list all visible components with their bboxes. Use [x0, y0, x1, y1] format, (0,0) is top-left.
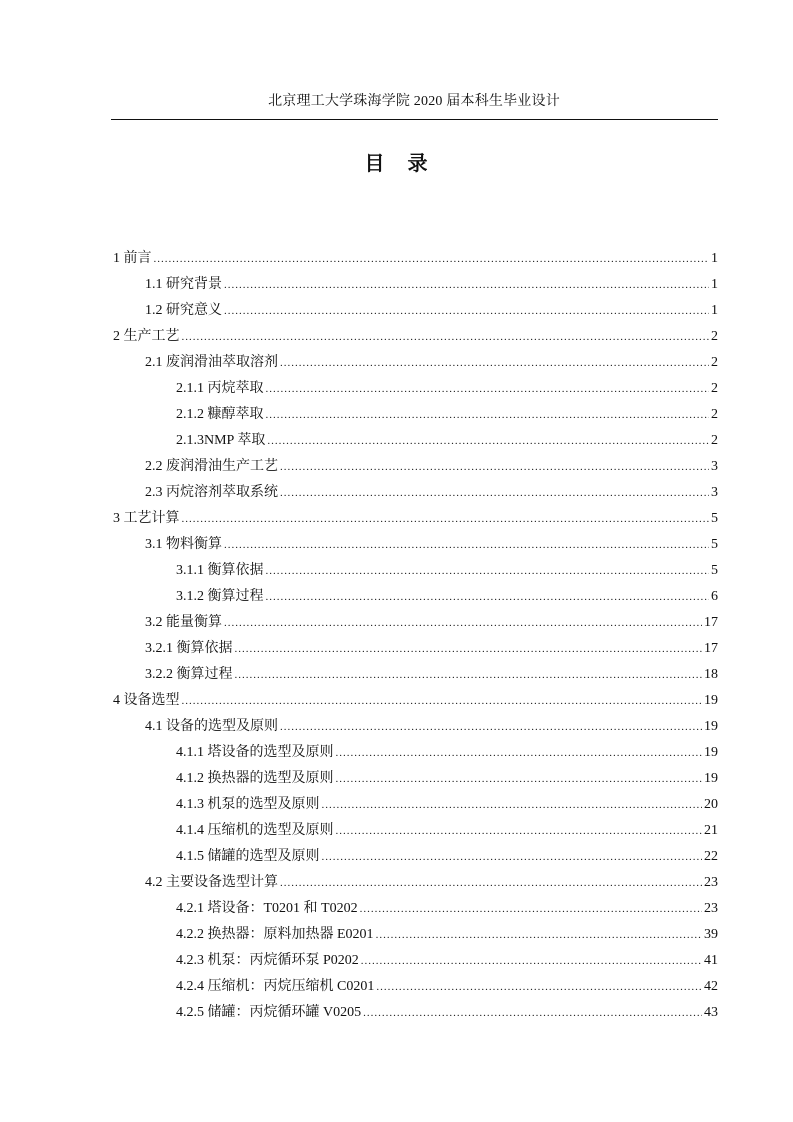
toc-entry[interactable]: [113, 974, 718, 1000]
toc-entry-label: 4.1.5 储罐的选型及原则: [176, 849, 320, 864]
toc-entry-page-number: 23: [704, 875, 718, 890]
toc-title-char-2: 录: [407, 153, 429, 175]
toc-entry-label: 3.1.2 衡算过程: [176, 589, 264, 604]
toc-dot-leader: [280, 714, 702, 740]
toc-dot-leader: [336, 818, 703, 844]
toc-dot-leader: [280, 870, 702, 896]
toc-entry-page-number: 39: [704, 927, 718, 942]
toc-entry[interactable]: [113, 246, 718, 272]
toc-entry[interactable]: [113, 896, 718, 922]
toc-entry[interactable]: [113, 922, 718, 948]
toc-entry-label: 4.2.5 储罐：丙烷循环罐 V0205: [176, 1005, 362, 1020]
toc-entry-label: 4.2.2 换热器：原料加热器 E0201: [176, 927, 374, 942]
toc-entry-page-number: 2: [711, 433, 718, 448]
toc-dot-leader: [224, 272, 709, 298]
toc-entry-label: 4.1 设备的选型及原则: [145, 719, 278, 734]
toc-entry[interactable]: [113, 480, 718, 506]
toc-entry-label: 3.2.2 衡算过程: [145, 667, 233, 682]
toc-entry[interactable]: [113, 402, 718, 428]
toc-entry-page-number: 2: [711, 407, 718, 422]
toc-dot-leader: [266, 558, 710, 584]
toc-entry-page-number: 21: [704, 823, 718, 838]
toc-entry[interactable]: [113, 688, 718, 714]
toc-dot-leader: [235, 636, 703, 662]
toc-entry-label: 4.1.4 压缩机的选型及原则: [176, 823, 334, 838]
toc-dot-leader: [235, 662, 703, 688]
toc-entry-page-number: 2: [711, 355, 718, 370]
toc-entry[interactable]: [113, 350, 718, 376]
toc-entry[interactable]: [113, 636, 718, 662]
toc-entry-label: 4.2.4 压缩机：丙烷压缩机 C0201: [176, 979, 375, 994]
toc-entry-label: 4 设备选型: [113, 693, 180, 708]
toc-dot-leader: [376, 922, 702, 948]
toc-entry-label: 2 生产工艺: [113, 329, 180, 344]
toc-entry-label: 1 前言: [113, 251, 152, 266]
toc-title-char-1: 目: [364, 153, 386, 175]
toc-entry-label: 3.2.1 衡算依据: [145, 641, 233, 656]
toc-dot-leader: [336, 740, 703, 766]
toc-entry[interactable]: [113, 428, 718, 454]
toc-entry-page-number: 5: [711, 537, 718, 552]
header-divider: [111, 119, 718, 120]
toc-entry-page-number: 17: [704, 615, 718, 630]
toc-entry-label: 3.2 能量衡算: [145, 615, 222, 630]
toc-entry-label: 3 工艺计算: [113, 511, 180, 526]
toc-entry-page-number: 20: [704, 797, 718, 812]
toc-dot-leader: [376, 974, 702, 1000]
toc-entry-label: 4.2.1 塔设备：T0201 和 T0202: [176, 901, 358, 916]
toc-entry[interactable]: [113, 1000, 718, 1026]
toc-entry-page-number: 5: [711, 511, 718, 526]
toc-entry-label: 3.1 物料衡算: [145, 537, 222, 552]
toc-entry-label: 4.1.1 塔设备的选型及原则: [176, 745, 334, 760]
toc-dot-leader: [336, 766, 703, 792]
toc-entry-page-number: 23: [704, 901, 718, 916]
toc-entry[interactable]: [113, 506, 718, 532]
toc-dot-leader: [280, 454, 709, 480]
toc-entry-page-number: 2: [711, 329, 718, 344]
toc-dot-leader: [280, 480, 709, 506]
toc-dot-leader: [322, 792, 703, 818]
toc-entry[interactable]: [113, 740, 718, 766]
toc-entry[interactable]: [113, 610, 718, 636]
toc-dot-leader: [266, 376, 710, 402]
toc-entry-page-number: 17: [704, 641, 718, 656]
toc-dot-leader: [224, 610, 702, 636]
toc-entry-label: 2.1 废润滑油萃取溶剂: [145, 355, 278, 370]
toc-entry-label: 2.1.2 糠醇萃取: [176, 407, 264, 422]
toc-dot-leader: [322, 844, 703, 870]
toc-entry-label: 4.2 主要设备选型计算: [145, 875, 278, 890]
toc-entry[interactable]: [113, 532, 718, 558]
table-of-contents: [113, 246, 718, 1026]
toc-dot-leader: [154, 246, 710, 272]
toc-dot-leader: [182, 324, 710, 350]
toc-entry[interactable]: [113, 584, 718, 610]
toc-entry[interactable]: [113, 662, 718, 688]
toc-entry[interactable]: [113, 558, 718, 584]
toc-entry-page-number: 1: [711, 277, 718, 292]
toc-title: [0, 151, 793, 177]
toc-entry[interactable]: [113, 376, 718, 402]
toc-entry[interactable]: [113, 844, 718, 870]
toc-dot-leader: [182, 506, 710, 532]
toc-dot-leader: [224, 298, 709, 324]
toc-entry[interactable]: [113, 792, 718, 818]
toc-entry-page-number: 1: [711, 251, 718, 266]
toc-entry-label: 3.1.1 衡算依据: [176, 563, 264, 578]
toc-entry-page-number: 2: [711, 381, 718, 396]
toc-dot-leader: [266, 584, 710, 610]
toc-dot-leader: [361, 948, 702, 974]
toc-entry-page-number: 22: [704, 849, 718, 864]
toc-entry[interactable]: [113, 948, 718, 974]
toc-dot-leader: [267, 428, 709, 454]
toc-dot-leader: [266, 402, 710, 428]
toc-entry-label: 1.2 研究意义: [145, 303, 222, 318]
toc-entry-page-number: 19: [704, 719, 718, 734]
toc-entry-page-number: 1: [711, 303, 718, 318]
toc-entry-label: 2.1.1 丙烷萃取: [176, 381, 264, 396]
toc-entry-page-number: 19: [704, 693, 718, 708]
toc-dot-leader: [363, 1000, 702, 1026]
toc-entry[interactable]: [113, 714, 718, 740]
toc-entry-page-number: 5: [711, 563, 718, 578]
toc-entry-label: 1.1 研究背景: [145, 277, 222, 292]
toc-entry-page-number: 42: [704, 979, 718, 994]
toc-entry-page-number: 3: [711, 459, 718, 474]
toc-entry[interactable]: [113, 272, 718, 298]
toc-entry-label: 2.2 废润滑油生产工艺: [145, 459, 278, 474]
toc-dot-leader: [360, 896, 702, 922]
toc-dot-leader: [182, 688, 703, 714]
page-header: 北京理工大学珠海学院 2020 届本科生毕业设计: [268, 94, 560, 109]
toc-entry-page-number: 19: [704, 745, 718, 760]
toc-entry-label: 2.3 丙烷溶剂萃取系统: [145, 485, 278, 500]
toc-dot-leader: [224, 532, 709, 558]
toc-entry[interactable]: [113, 298, 718, 324]
toc-dot-leader: [280, 350, 709, 376]
toc-entry-page-number: 41: [704, 953, 718, 968]
toc-entry[interactable]: [113, 818, 718, 844]
toc-entry[interactable]: [113, 766, 718, 792]
toc-entry[interactable]: [113, 324, 718, 350]
toc-entry-page-number: 6: [711, 589, 718, 604]
toc-entry-page-number: 18: [704, 667, 718, 682]
toc-entry[interactable]: [113, 870, 718, 896]
toc-entry-label: 4.2.3 机泵：丙烷循环泵 P0202: [176, 953, 359, 968]
toc-entry-label: 4.1.3 机泵的选型及原则: [176, 797, 320, 812]
toc-entry-label: 2.1.3NMP 萃取: [176, 433, 266, 448]
toc-entry-label: 4.1.2 换热器的选型及原则: [176, 771, 334, 786]
toc-entry-page-number: 43: [704, 1005, 718, 1020]
toc-entry[interactable]: [113, 454, 718, 480]
toc-entry-page-number: 19: [704, 771, 718, 786]
toc-entry-page-number: 3: [711, 485, 718, 500]
